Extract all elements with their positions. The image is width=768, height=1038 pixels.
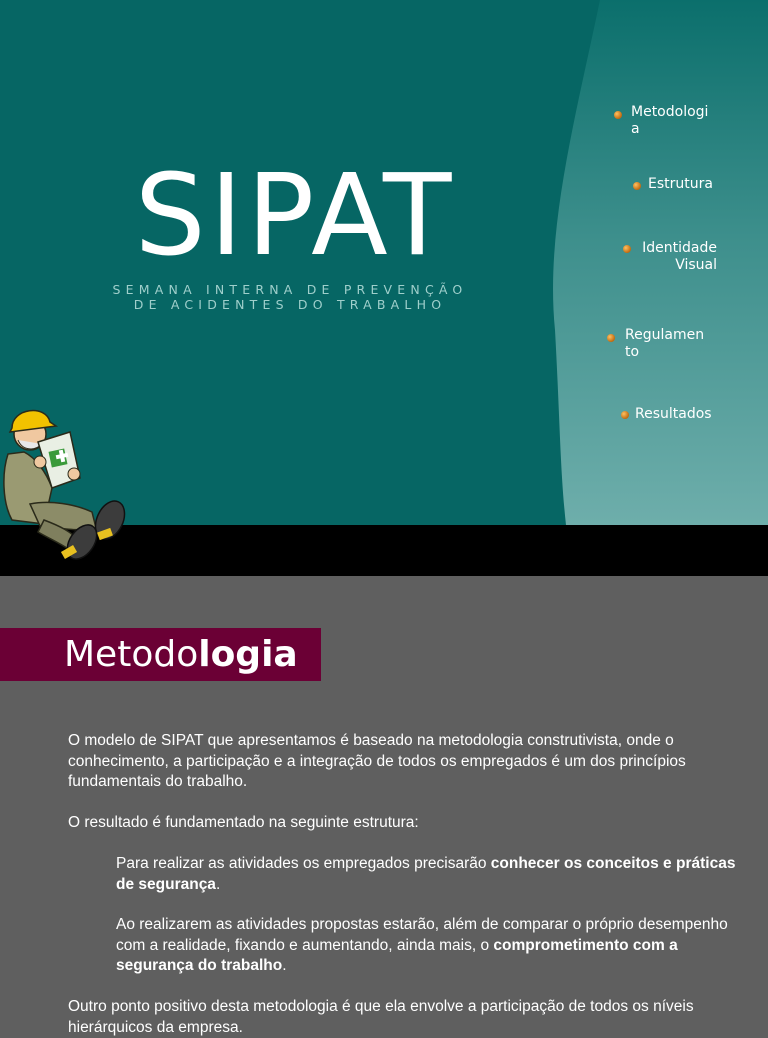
nav-label: a bbox=[631, 121, 640, 137]
commitment-end: . bbox=[282, 957, 287, 974]
bullet-icon bbox=[621, 411, 629, 419]
construction-worker-reading-icon bbox=[0, 392, 135, 567]
subtitle-line-2: DE ACIDENTES DO TRABALHO bbox=[133, 297, 447, 312]
nav-label: Visual bbox=[675, 257, 717, 273]
nav-label: Metodologi bbox=[631, 104, 709, 120]
section-banner bbox=[0, 628, 321, 681]
nav-resultados[interactable] bbox=[635, 406, 712, 423]
bullet-icon bbox=[623, 245, 631, 253]
concepts-end: . bbox=[215, 875, 221, 893]
commitment-bold: comprometimento com a segurança do trabalho bbox=[116, 936, 678, 974]
paragraph-positive: Outro ponto positivo desta metodologia é que ela envolve a participação de todos os níveis hierárquicos da empresa. bbox=[68, 998, 694, 1036]
methodology-slide bbox=[0, 576, 768, 1036]
bullet-icon bbox=[633, 182, 641, 190]
nav-estrutura[interactable] bbox=[648, 176, 713, 193]
paragraph-concepts bbox=[116, 854, 746, 895]
paragraph-structure: O resultado é fundamentado na seguinte estrutura: bbox=[68, 814, 419, 831]
section-heading bbox=[64, 630, 298, 680]
nav-regulamento[interactable] bbox=[625, 327, 704, 361]
slide-title: SIPAT bbox=[134, 151, 456, 281]
nav-label: Estrutura bbox=[648, 176, 713, 192]
paragraph-commitment bbox=[116, 915, 746, 977]
nav-identidade-visual[interactable] bbox=[637, 240, 717, 274]
heading-bold: logia bbox=[198, 634, 298, 675]
subtitle-line-1: SEMANA INTERNA DE PREVENÇÃO bbox=[112, 282, 468, 297]
slide-subtitle bbox=[90, 282, 490, 312]
nav-label: Identidade bbox=[642, 240, 717, 256]
bullet-icon bbox=[614, 111, 622, 119]
concepts-text: Para realizar as atividades os empregados precisarão bbox=[116, 855, 491, 872]
nav-label: Regulamen bbox=[625, 327, 705, 343]
nav-label: to bbox=[625, 344, 640, 360]
paragraph-intro: O modelo de SIPAT que apresentamos é baseado na metodologia construtivista, onde o conhecimento, a participação e a integração de todos os empregados é um dos princípios fundamentais do trabalho. bbox=[68, 732, 686, 790]
commitment-text: Ao realizarem as atividades propostas estarão, além de comparar o próprio desempenho com a realidade, fixando e aumentando, ainda mais, o bbox=[116, 916, 728, 954]
bullet-icon bbox=[607, 334, 615, 342]
nav-metodologia[interactable] bbox=[631, 104, 708, 138]
nav-label: Resultados bbox=[635, 406, 712, 422]
heading-regular: Metodo bbox=[64, 634, 199, 675]
concepts-bold: conhecer os conceitos e práticas de segurança bbox=[116, 855, 736, 893]
